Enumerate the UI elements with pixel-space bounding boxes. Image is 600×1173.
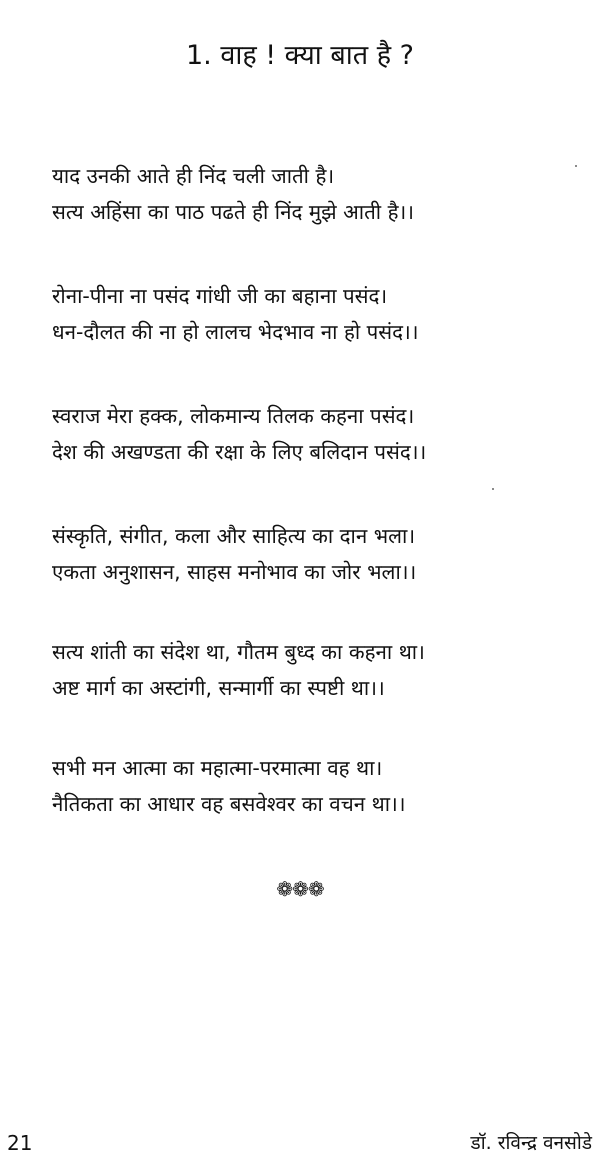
- stanza-1: [52, 158, 592, 230]
- stanza-5: [52, 634, 592, 706]
- print-speck: [575, 165, 577, 167]
- page-number: 21: [7, 1131, 33, 1155]
- print-speck: [492, 488, 494, 490]
- poem-line: याद उनकी आते ही निंद चली जाती है।: [52, 164, 335, 188]
- poem-line: सत्य अहिंसा का पाठ पढते ही निंद मुझे आती है।।: [52, 200, 415, 224]
- poem-line: अष्ट मार्ग का अस्टांगी, सन्मार्गी का स्पष्टी था।।: [52, 676, 385, 700]
- stanza-6: [52, 750, 592, 822]
- stanza-2: [52, 278, 592, 350]
- poem-line: स्वराज मेरा हक्क, लोकमान्य तिलक कहना पसंद।: [52, 404, 415, 428]
- stanza-4: [52, 518, 592, 590]
- poem-line: एकता अनुशासन, साहस मनोभाव का जोर भला।।: [52, 560, 417, 584]
- poem-line: रोना-पीना ना पसंद गांधी जी का बहाना पसंद।: [52, 284, 388, 308]
- poem-line: धन-दौलत की ना हो लालच भेदभाव ना हो पसंद।।: [52, 320, 419, 344]
- poem-line: नैतिकता का आधार वह बसवेश्वर का वचन था।।: [52, 792, 406, 816]
- poem-line: देश की अखण्डता की रक्षा के लिए बलिदान पसंद।।: [52, 440, 427, 464]
- poem-title: 1. वाह ! क्या बात है ?: [186, 40, 414, 71]
- flower-ornament-icon: ❁❁❁: [276, 877, 324, 901]
- poem-line: संस्कृति, संगीत, कला और साहित्य का दान भला।: [52, 524, 416, 548]
- stanza-3: [52, 398, 592, 470]
- poem-line: सभी मन आत्मा का महात्मा-परमात्मा वह था।: [52, 756, 383, 780]
- author-name: डॉ. रविन्द्र वनसोडे: [470, 1132, 592, 1154]
- poem-line: सत्य शांती का संदेश था, गौतम बुध्द का कहना था।: [52, 640, 425, 664]
